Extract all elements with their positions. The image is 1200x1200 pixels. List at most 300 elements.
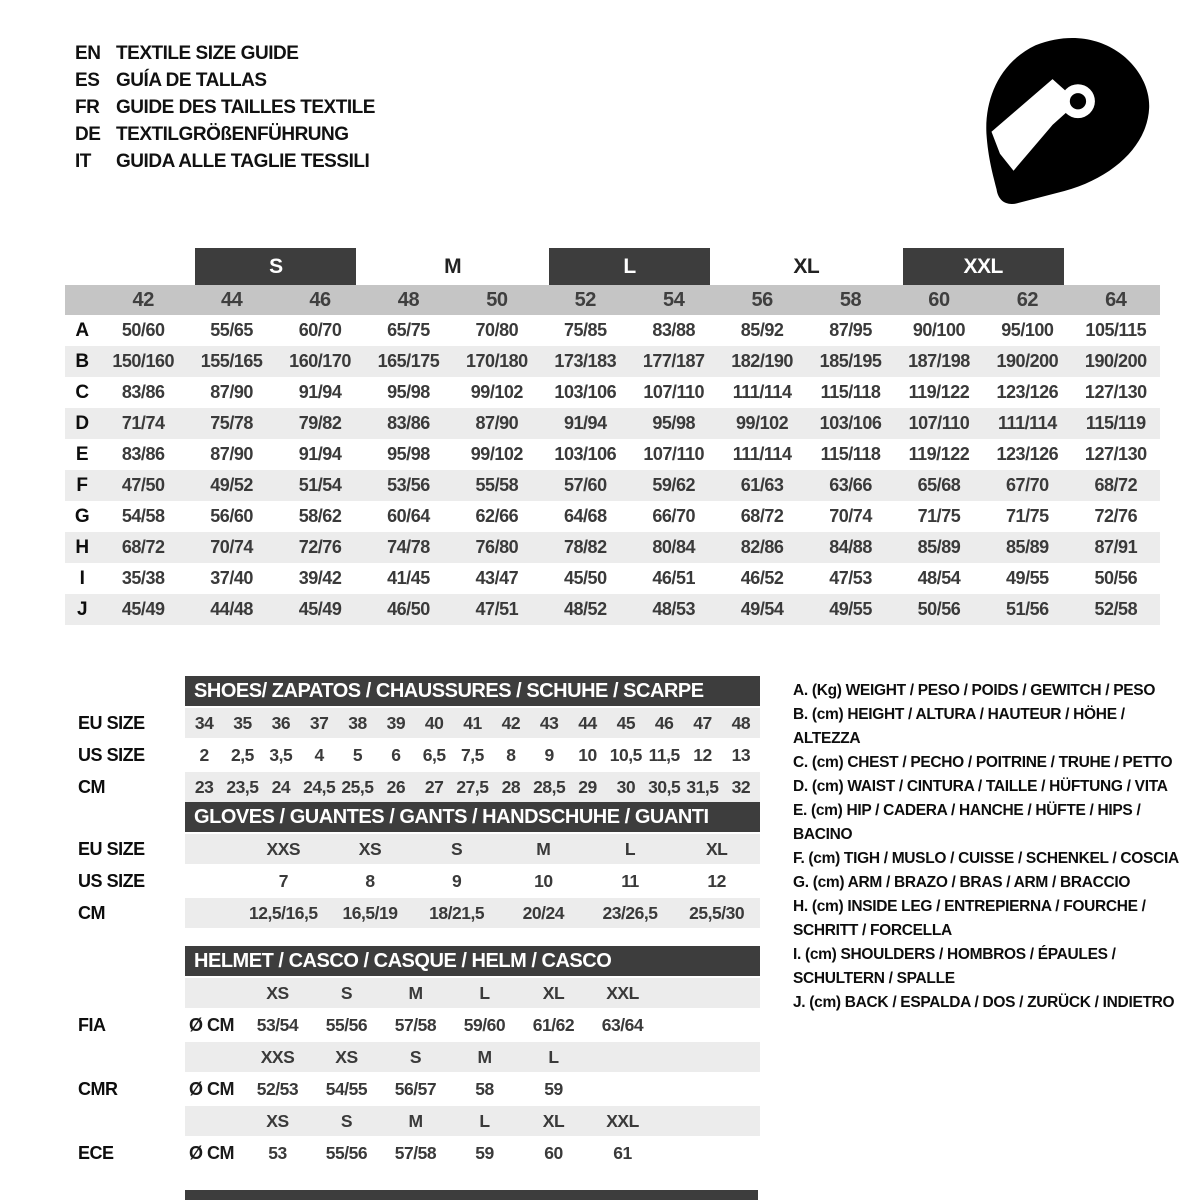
language-title-row — [75, 94, 375, 121]
size-value-cell: 182/190 — [731, 351, 793, 371]
size-value-cell: 54/58 — [121, 506, 165, 526]
size-value-cell: 47/51 — [475, 599, 519, 619]
size-value-cell: 37/40 — [210, 568, 253, 588]
section-row — [65, 708, 765, 738]
size-value-cell: 9 — [544, 744, 554, 765]
helmet-section-title: HELMET / CASCO / CASQUE / HELM / CASCO — [194, 949, 612, 972]
size-group-s: S — [195, 248, 356, 285]
row-label: CM — [78, 902, 106, 923]
size-value-cell: 23/26,5 — [602, 902, 658, 923]
size-value-cell: 67/70 — [1006, 475, 1049, 495]
helmet-size-labels — [185, 978, 760, 1008]
size-group-l: L — [549, 248, 710, 285]
helmet-size-row — [65, 978, 765, 1008]
size-value-cell: 103/106 — [554, 382, 617, 402]
language-title-row — [75, 40, 375, 67]
measurement-row — [65, 470, 1160, 501]
size-value-cell: 18/21,5 — [429, 902, 485, 923]
size-value-cell: 23 — [194, 776, 214, 797]
helmet-size-value: 54/55 — [325, 1078, 368, 1099]
legend-item: C. (cm) CHEST / PECHO / POITRINE / TRUHE / PETTO — [793, 754, 1173, 771]
helmet-size-label: S — [409, 1046, 422, 1067]
size-value-cell: 150/160 — [112, 351, 175, 371]
size-value-cell: 83/86 — [387, 413, 430, 433]
row-label: US SIZE — [78, 744, 145, 765]
size-value-cell: 10,5 — [609, 744, 642, 765]
size-value-cell: 119/122 — [908, 444, 970, 464]
row-values — [185, 898, 760, 928]
legend-item: B. (cm) HEIGHT / ALTURA / HAUTEUR / HÖHE / ALTEZZA — [793, 706, 1125, 747]
size-value-cell: 51/56 — [1006, 599, 1049, 619]
size-value-cell: 87/95 — [829, 320, 872, 340]
size-value-cell: 8 — [365, 870, 375, 891]
helmet-size-value: 60 — [544, 1142, 563, 1163]
size-value-cell: 47 — [693, 712, 712, 733]
section-row — [65, 834, 765, 864]
legend-item: G. (cm) ARM / BRAZO / BRAS / ARM / BRACCIO — [793, 874, 1131, 891]
size-value-cell: 39/42 — [298, 568, 342, 588]
row-label: EU SIZE — [78, 838, 145, 859]
size-value-cell: 72/76 — [1094, 506, 1138, 526]
helmet-size-value: 55/56 — [325, 1014, 368, 1035]
language-title: GUIDE DES TAILLES TEXTILE — [116, 96, 375, 118]
numeric-size: 58 — [839, 288, 862, 311]
size-value-cell: 190/200 — [1084, 351, 1147, 371]
size-value-cell: 70/74 — [210, 537, 253, 557]
size-value-cell: 46 — [654, 712, 674, 733]
helmet-size-label: XS — [266, 982, 289, 1003]
size-value-cell: 28 — [501, 776, 521, 797]
measurement-legend — [793, 679, 1195, 1015]
measurement-row — [65, 315, 1160, 346]
helmet-section — [65, 946, 765, 1168]
language-title: GUÍA DE TALLAS — [116, 69, 267, 91]
size-value-cell: 74/78 — [387, 537, 430, 557]
row-label-empty — [65, 978, 185, 1008]
size-value-cell: 25,5 — [341, 776, 374, 797]
numeric-size: 48 — [397, 288, 420, 311]
numeric-size: 60 — [928, 288, 950, 311]
language-title-row — [75, 121, 375, 148]
helmet-size-row — [65, 1042, 765, 1072]
size-value-cell: 115/118 — [820, 444, 881, 464]
row-letter: C — [75, 381, 89, 403]
size-value-cell: 49/55 — [829, 599, 872, 619]
size-value-cell: 25,5/30 — [689, 902, 745, 923]
size-group-xxl: XXL — [903, 248, 1064, 285]
helmet-size-value: 56/57 — [394, 1078, 437, 1099]
size-value-cell: 48/52 — [563, 599, 607, 619]
size-value-cell: 41 — [463, 712, 482, 733]
language-title-row — [75, 67, 375, 94]
numeric-size: 52 — [574, 288, 596, 311]
size-value-cell: 65/68 — [917, 475, 961, 495]
measurement-row — [65, 501, 1160, 532]
size-value-cell: 16,5/19 — [342, 902, 398, 923]
size-value-cell: 9 — [452, 870, 462, 891]
size-value-cell: 85/89 — [1006, 537, 1049, 557]
size-value-cell: 177/187 — [642, 351, 705, 371]
diameter-unit-label: Ø CM — [189, 1078, 235, 1099]
row-letter: F — [76, 474, 88, 496]
size-value-cell: 23,5 — [226, 776, 259, 797]
helmet-size-label: L — [479, 1110, 490, 1131]
size-value-cell: 45/49 — [298, 599, 342, 619]
size-value-cell: 43 — [539, 712, 559, 733]
size-value-cell: 105/115 — [1085, 320, 1147, 340]
size-value-cell: 87/90 — [210, 382, 253, 402]
size-value-cell: 61/63 — [740, 475, 784, 495]
size-value-cell: 79/82 — [298, 413, 342, 433]
size-value-cell: 47/50 — [121, 475, 165, 495]
row-letter: E — [75, 443, 89, 465]
legend-item: D. (cm) WAIST / CINTURA / TAILLE / HÜFTUNG / VITA — [793, 778, 1168, 795]
size-value-cell: 11,5 — [648, 744, 680, 765]
row-values — [185, 772, 760, 802]
helmet-size-label: M — [477, 1046, 492, 1067]
size-value-cell: 39 — [386, 712, 406, 733]
size-value-cell: 111/114 — [732, 382, 792, 402]
size-value-cell: 45/50 — [563, 568, 607, 588]
size-value-cell: 6 — [391, 744, 401, 765]
size-value-cell: 44 — [578, 712, 597, 733]
helmet-size-label: S — [340, 982, 353, 1003]
size-value-cell: 103/106 — [819, 413, 882, 433]
size-value-cell: 95/98 — [387, 382, 430, 402]
size-value-cell: 107/110 — [643, 444, 705, 464]
section-row — [65, 740, 765, 770]
size-group-xl: XL — [793, 254, 820, 278]
language-code: FR — [75, 96, 100, 118]
helmet-size-value: 53 — [268, 1142, 287, 1163]
measurement-row — [65, 346, 1160, 377]
helmet-size-value: 58 — [475, 1078, 494, 1099]
size-value-cell: 28,5 — [533, 776, 566, 797]
size-value-cell: 46/50 — [387, 599, 430, 619]
size-value-cell: 127/130 — [1084, 444, 1147, 464]
row-values — [185, 708, 760, 738]
size-value-cell: 12 — [707, 870, 726, 891]
size-value-cell: 56/60 — [210, 506, 253, 526]
size-value-cell: 165/175 — [377, 351, 440, 371]
size-value-cell: 173/183 — [554, 351, 617, 371]
size-value-cell: 83/86 — [121, 382, 165, 402]
group-spacer — [65, 248, 99, 285]
numeric-size: 50 — [486, 288, 508, 311]
size-value-cell: 50/56 — [917, 599, 961, 619]
numeric-size: 44 — [220, 288, 243, 311]
size-value-cell: 49/54 — [740, 599, 784, 619]
size-value-cell: 115/119 — [1085, 413, 1146, 433]
size-value-cell: 57/60 — [563, 475, 607, 495]
helmet-size-value: 59 — [475, 1142, 494, 1163]
language-code: ES — [75, 69, 100, 91]
numeric-size: 64 — [1105, 288, 1127, 311]
size-value-cell: 45 — [616, 712, 636, 733]
size-value-cell: 115/118 — [820, 382, 881, 402]
size-value-cell: 87/90 — [475, 413, 519, 433]
size-value-cell: 91/94 — [298, 444, 342, 464]
size-value-cell: 90/100 — [912, 320, 966, 340]
row-letter: D — [75, 412, 89, 434]
row-letter: H — [75, 536, 89, 558]
size-value-cell: 187/198 — [908, 351, 970, 371]
size-value-cell: 13 — [731, 744, 751, 765]
size-value-cell: 49/55 — [1006, 568, 1049, 588]
size-value-cell: 50/56 — [1094, 568, 1138, 588]
size-value-cell: 48 — [731, 712, 751, 733]
size-value-cell: 36 — [271, 712, 291, 733]
size-value-cell: 12 — [693, 744, 712, 765]
section-row — [65, 772, 765, 802]
size-value-cell: 68/72 — [121, 537, 165, 557]
size-value-cell: 76/80 — [475, 537, 519, 557]
apparel-size-table — [65, 248, 1160, 625]
helmet-value-row — [65, 1010, 765, 1040]
size-value-cell: 10 — [534, 870, 553, 891]
row-letter: B — [75, 350, 89, 372]
size-value-cell: 49/52 — [210, 475, 253, 495]
helmet-section-header — [185, 946, 760, 976]
section-row — [65, 898, 765, 928]
size-value-cell: 12,5/16,5 — [248, 902, 318, 923]
size-value-cell: 32 — [731, 776, 751, 797]
size-value-cell: 68/72 — [740, 506, 784, 526]
size-value-cell: 7,5 — [461, 744, 484, 765]
size-value-cell: 71/75 — [917, 506, 961, 526]
size-value-cell: 50/60 — [121, 320, 165, 340]
row-values — [185, 834, 760, 864]
legend-item: A. (Kg) WEIGHT / PESO / POIDS / GEWITCH / PESO — [793, 682, 1156, 699]
size-value-cell: 26 — [386, 776, 406, 797]
size-value-cell: 35/38 — [121, 568, 165, 588]
shoes-section — [65, 676, 765, 802]
size-value-cell: 60/70 — [298, 320, 342, 340]
size-value-cell: 99/102 — [736, 413, 789, 433]
gloves-rows — [65, 834, 765, 928]
size-value-cell: 10 — [578, 744, 597, 765]
apparel-rows — [65, 315, 1160, 625]
language-title: TEXTILGRÖßENFÜHRUNG — [116, 123, 349, 145]
helmet-size-row — [65, 1106, 765, 1136]
size-value-cell: 155/165 — [200, 351, 263, 371]
helmet-size-value: 52/53 — [256, 1078, 299, 1099]
size-value-cell: 95/100 — [1001, 320, 1054, 340]
size-value-cell: 46/52 — [740, 568, 784, 588]
helmet-size-label: M — [408, 1110, 423, 1131]
size-value-cell: 51/54 — [298, 475, 342, 495]
diameter-unit-label: Ø CM — [189, 1142, 235, 1163]
size-value-cell: 83/88 — [652, 320, 696, 340]
size-value-cell: 3,5 — [269, 744, 293, 765]
size-value-cell: 70/80 — [475, 320, 519, 340]
size-group-header-row — [65, 248, 1160, 285]
size-value-cell: 53/56 — [387, 475, 430, 495]
size-value-cell: 91/94 — [298, 382, 342, 402]
language-title: GUIDA ALLE TAGLIE TESSILI — [116, 150, 370, 172]
size-value-cell: 48/53 — [652, 599, 696, 619]
row-letter: I — [79, 567, 85, 589]
size-value-cell: 47/53 — [829, 568, 872, 588]
legend-item: E. (cm) HIP / CADERA / HANCHE / HÜFTE / HIPS / BACINO — [793, 802, 1141, 843]
size-value-cell: 83/86 — [121, 444, 165, 464]
measurement-row — [65, 377, 1160, 408]
size-value-cell: 123/126 — [996, 382, 1059, 402]
helmet-values — [185, 1010, 760, 1040]
language-title: TEXTILE SIZE GUIDE — [116, 42, 299, 64]
diameter-unit-label: Ø CM — [189, 1014, 235, 1035]
size-value-cell: XXS — [266, 838, 301, 859]
size-value-cell: 27,5 — [456, 776, 489, 797]
size-value-cell: 84/88 — [829, 537, 872, 557]
size-value-cell: 31,5 — [686, 776, 719, 797]
numeric-size: 42 — [132, 288, 154, 311]
size-value-cell: 71/74 — [121, 413, 165, 433]
size-value-cell: 52/58 — [1094, 599, 1138, 619]
size-value-cell: 72/76 — [298, 537, 342, 557]
row-letter: G — [74, 505, 90, 527]
helmet-size-labels — [185, 1106, 760, 1136]
helmet-size-labels — [185, 1042, 760, 1072]
size-value-cell: 107/110 — [643, 382, 705, 402]
measurement-row — [65, 439, 1160, 470]
measurement-row — [65, 408, 1160, 439]
size-value-cell: 107/110 — [908, 413, 970, 433]
size-value-cell: 30,5 — [648, 776, 681, 797]
size-value-cell: 4 — [314, 744, 324, 765]
helmet-size-value: 61/62 — [532, 1014, 575, 1035]
size-value-cell: 7 — [278, 870, 288, 891]
size-value-cell: 85/92 — [740, 320, 784, 340]
legend-item: H. (cm) INSIDE LEG / ENTREPIERNA / FOURCHE / SCHRITT / FORCELLA — [793, 898, 1146, 939]
helmet-size-label: L — [548, 1046, 559, 1067]
size-value-cell: S — [451, 838, 463, 859]
helmet-value-row — [65, 1138, 765, 1168]
gloves-section-header — [185, 802, 760, 832]
size-value-cell: 6,5 — [422, 744, 446, 765]
size-value-cell: 34 — [194, 712, 214, 733]
size-value-cell: 60/64 — [387, 506, 430, 526]
size-value-cell: 11 — [621, 870, 639, 891]
helmet-size-label: XXS — [260, 1046, 295, 1067]
language-code: EN — [75, 42, 101, 64]
row-label-empty — [65, 1042, 185, 1072]
helmet-size-label: XS — [266, 1110, 289, 1131]
size-value-cell: 30 — [616, 776, 636, 797]
size-value-cell: 91/94 — [563, 413, 607, 433]
helmet-rows — [65, 978, 765, 1168]
gloves-section — [65, 802, 765, 928]
size-value-cell: 68/72 — [1094, 475, 1138, 495]
cutoff-section-bar — [185, 1190, 758, 1200]
size-value-cell: 59/62 — [652, 475, 696, 495]
size-value-cell: 75/85 — [563, 320, 607, 340]
numeric-size: 56 — [751, 288, 773, 311]
legend-item: F. (cm) TIGH / MUSLO / CUISSE / SCHENKEL / COSCIA — [793, 850, 1179, 867]
row-label: CM — [78, 776, 106, 797]
language-title-row — [75, 148, 375, 175]
legend-item: J. (cm) BACK / ESPALDA / DOS / ZURÜCK / INDIETRO — [793, 994, 1175, 1011]
size-value-cell: 160/170 — [289, 351, 351, 371]
helmet-value-row — [65, 1074, 765, 1104]
shoes-rows — [65, 708, 765, 802]
row-letter: J — [76, 598, 88, 620]
size-value-cell: 119/122 — [908, 382, 970, 402]
size-value-cell: 190/200 — [996, 351, 1059, 371]
numeric-size: 54 — [663, 288, 685, 311]
size-value-cell: 37 — [309, 712, 329, 733]
size-value-cell: 111/114 — [998, 413, 1057, 433]
row-values — [185, 740, 760, 770]
section-row — [65, 866, 765, 896]
size-value-cell: 82/86 — [740, 537, 784, 557]
size-value-cell: 58/62 — [298, 506, 342, 526]
row-letter: A — [75, 319, 89, 341]
helmet-size-label: XL — [542, 1110, 565, 1131]
measurement-row — [65, 532, 1160, 563]
size-value-cell: XS — [358, 838, 382, 859]
size-value-cell: 2,5 — [231, 744, 254, 765]
helmet-size-value: 59 — [544, 1078, 563, 1099]
size-value-cell: 24 — [271, 776, 291, 797]
size-value-cell: 44/48 — [210, 599, 253, 619]
helmet-values — [185, 1138, 760, 1168]
size-value-cell: 29 — [578, 776, 597, 797]
shoes-section-title: SHOES/ ZAPATOS / CHAUSSURES / SCHUHE / SCARPE — [194, 679, 704, 702]
size-value-cell: 46/51 — [652, 568, 696, 588]
size-value-cell: M — [536, 838, 551, 859]
racing-helmet-icon — [953, 30, 1169, 208]
size-value-cell: 48/54 — [917, 568, 961, 588]
size-value-cell: 27 — [424, 776, 444, 797]
size-value-cell: 55/65 — [210, 320, 253, 340]
size-value-cell: 85/89 — [917, 537, 961, 557]
row-label: US SIZE — [78, 870, 145, 891]
helmet-size-label: XL — [542, 982, 565, 1003]
helmet-size-value: 53/54 — [256, 1014, 299, 1035]
size-value-cell: 103/106 — [554, 444, 617, 464]
size-group-empty — [99, 248, 187, 285]
size-value-cell: 45/49 — [121, 599, 165, 619]
language-title-list — [75, 40, 375, 175]
gloves-section-title: GLOVES / GUANTES / GANTS / HANDSCHUHE / GUANTI — [194, 805, 709, 828]
size-value-cell: 99/102 — [470, 382, 523, 402]
helmet-size-value: 63/64 — [601, 1014, 644, 1035]
helmet-size-value: 55/56 — [325, 1142, 368, 1163]
size-value-cell: 63/66 — [829, 475, 872, 495]
language-code: IT — [75, 150, 91, 172]
size-value-cell: 87/91 — [1094, 537, 1138, 557]
helmet-size-value: 57/58 — [394, 1142, 437, 1163]
size-value-cell: 111/114 — [732, 444, 792, 464]
size-value-cell: 20/24 — [522, 902, 565, 923]
size-value-cell: 78/82 — [563, 537, 607, 557]
size-value-cell: 64/68 — [563, 506, 607, 526]
row-values — [185, 866, 760, 896]
measurement-row — [65, 563, 1160, 594]
shoes-section-header — [185, 676, 760, 706]
helmet-size-label: M — [408, 982, 423, 1003]
size-value-cell: 80/84 — [652, 537, 696, 557]
size-value-cell: 2 — [199, 744, 209, 765]
size-value-cell: 70/74 — [829, 506, 872, 526]
standard-label: CMR — [78, 1078, 118, 1099]
legend-item: I. (cm) SHOULDERS / HOMBROS / ÉPAULES / SCHULTERN / SPALLE — [793, 946, 1116, 987]
helmet-size-label: XS — [335, 1046, 358, 1067]
size-value-cell: 127/130 — [1084, 382, 1147, 402]
helmet-size-value: 57/58 — [394, 1014, 437, 1035]
size-value-cell: 95/98 — [652, 413, 696, 433]
